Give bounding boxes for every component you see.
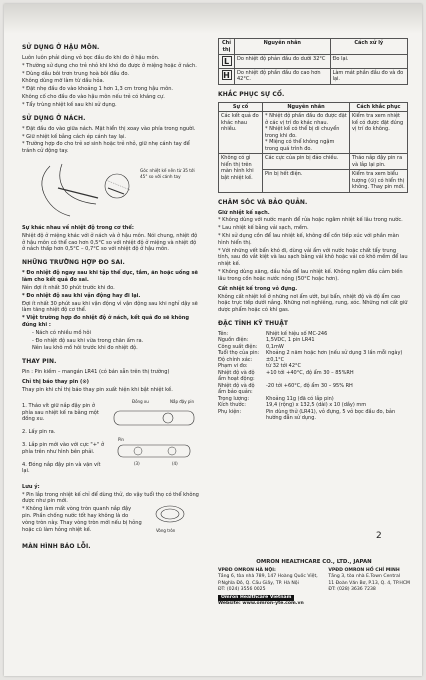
spec-value: 19,4 (rộng) x 132,5 (dài) x 10 (dầy) mm xyxy=(266,402,367,409)
heading-armpit: SỬ DỤNG Ở NÁCH. xyxy=(22,114,86,122)
spec-key: Độ chính xác: xyxy=(218,356,253,363)
spec-value: -20 tới +60°C, độ ẩm 30 – 95% RH xyxy=(266,382,353,389)
storage-sub: Cất nhiệt kế trong vỏ đựng. xyxy=(218,285,298,292)
step: 1. Tháo vít giữ nắp đậy pin ở phía sau nhiệt kế ra bằng một đồng xu. xyxy=(22,402,99,423)
text: * Đo nhiệt độ ngay sau khi tập thể dục, tắm, ăn hoặc uống sẽ làm cho kết quả đo sai. xyxy=(22,270,198,284)
text: * Không làm mất vòng tròn quanh nắp đậy pin. Phần chống nước tốt hay không là do vòng tròn này. Thay vòng tròn mới nếu bị hỏng hoặc cũ làm hỏng nhiệt kế. xyxy=(22,506,142,533)
body-temp-diff-title: Sự khác nhau về nhiệt độ trong cơ thể: xyxy=(22,225,134,231)
care-sub: Giữ nhiệt kế sạch. xyxy=(218,209,270,216)
label-ring: Vòng tròn xyxy=(156,528,176,534)
step: 4. Đóng nắp đậy pin và vặn vít lại. xyxy=(22,461,101,475)
td: Tháo nắp đậy pin ra và lắp lại pin. xyxy=(350,154,408,170)
spec-value: ±0,1°C xyxy=(266,356,285,363)
troubleshoot-table xyxy=(218,102,408,193)
th: Chỉ thị xyxy=(219,39,235,55)
td: Các kết quả đo khác nhau nhiều. xyxy=(219,112,263,154)
battery-steps xyxy=(22,403,106,477)
td: Đo lại. xyxy=(330,55,407,69)
text: Không cố cho đầu đo vào hậu môn nếu trẻ có kháng cự. xyxy=(22,94,165,101)
spec-value: +10 tới +40°C, độ ẩm 30 – 85%RH xyxy=(266,369,354,376)
spec-key: Nhiệt độ và độ ẩm hoạt động: xyxy=(218,369,255,383)
hcm-office: VPĐD OMRON HỒ CHÍ MINH Tầng 3, tòa nhà E.Town Central 11 Đoàn Văn Bơ, P.13, Q. 4, TP.HCM ĐT: (028) 3636 7238 xyxy=(328,568,410,592)
spec-key: Tên: xyxy=(218,330,229,337)
ring-note xyxy=(22,506,200,533)
td: Do nhiệt độ phản đầu đo dưới 32°C xyxy=(235,55,331,69)
text: * Khi sử dụng cồn để lau nhiệt kế, không để cồn tiếp xúc với phần màn hình hiển thị. xyxy=(218,233,399,246)
company-name: OMRON HEALTHCARE CO., LTD., JAPAN xyxy=(256,559,372,565)
text: - Đo nhiệt độ sau khi vừa trong chăn ấm ra. xyxy=(32,337,144,344)
th: Cách khắc phục xyxy=(350,102,408,112)
label-pin: Pin xyxy=(118,436,124,442)
heading-specs: ĐẶC TÍNH KỸ THUẬT xyxy=(218,319,289,327)
spec-value: 0,1mW xyxy=(266,343,284,350)
battery-indicator-title: Chỉ thị báo thay pin (⊙) xyxy=(22,379,89,386)
manual-page xyxy=(4,4,422,676)
spec-value: Khoảng 2 năm hoặc hơn (nếu sử dụng 3 lần mỗi ngày) xyxy=(266,350,403,357)
td: Các cực của pin bị đảo chiều. xyxy=(263,154,350,170)
text: * Việt trường hợp đo nhiệt độ ở nách, kết quả đo sẽ không đúng khi : xyxy=(22,315,190,328)
text: Thay pin khi chỉ thị báo thay pin xuất hiện khi bật nhiệt kế. xyxy=(22,386,173,393)
brand-badge: Omron Healthcare Vietnam xyxy=(218,595,294,601)
error-h-symbol: H xyxy=(223,70,230,80)
text: Đợi ít nhất 30 phút sau khi vận động vì vận động sau khi nghỉ dậy sẽ làm tăng nhiệt độ cơ thể. xyxy=(22,300,198,314)
th: Nguyên nhân xyxy=(263,102,350,112)
label-coin: Đồng xu xyxy=(132,398,149,404)
spec-value: Khoảng 11g (đã có lắp pin) xyxy=(266,395,334,402)
text: Nên lau khô mồ hôi trước khi đo nhiệt độ. xyxy=(32,345,138,352)
ring-illustration xyxy=(150,502,190,528)
text: * Đo nhiệt độ sau khi vận động hay đi lại. xyxy=(22,292,141,299)
text: Không cất nhiệt kế ở những nơi ẩm ướt, bụi bẩn, nhiệt độ và độ ẩm cao hoặc trực tiếp dưới nắng. Những nơi nghiêng, rung, xóc. Những nơi cất giữ dược phẩm hoặc có khí gas. xyxy=(218,293,408,314)
spec-key: Kích thước: xyxy=(218,402,246,409)
text: * Với những vết bẩn khó đi, dùng vải ẩm với nước hoặc chất tẩy trung tính, sau đó vắt kiệt và lau sạch bằng vải khô hoặc vải có khô mềm để lau nhiệt kế. xyxy=(218,247,408,268)
td: Kiểm tra xem nhiệt kế có được đặt đúng vị trí đo không. xyxy=(350,112,408,154)
spec-key: Phụ kiện: xyxy=(218,408,242,415)
step: 3. Lắp pin mới vào với cực "+" ở phía trên như hình bên phải. xyxy=(22,441,105,455)
text: * Lau nhiệt kế bằng vải sạch, mềm. xyxy=(218,225,309,232)
text: * Không dùng với nước mạnh để rửa hoặc ngâm nhiệt kế lâu trong nước. xyxy=(218,217,403,224)
battery-icon: ⊙ xyxy=(82,379,87,386)
td: Do nhiệt độ phần đầu đo cao hơn 42°C. xyxy=(235,68,331,84)
right-column xyxy=(218,38,408,422)
page-number: 2 xyxy=(376,531,382,541)
error-l-symbol: L xyxy=(222,56,232,66)
text: Nên đợi ít nhất 30 phút trước khi đo. xyxy=(22,284,115,291)
heading-care: CHĂM SÓC VÀ BẢO QUẢN. xyxy=(218,198,308,206)
spec-value: Pin dùng thử (LR41), vỏ đựng, 5 vỏ bọc đầu đo, bản hướng dẫn sử dụng. xyxy=(266,408,396,422)
left-column xyxy=(22,38,200,554)
spec-key: Trọng lượng: xyxy=(218,395,250,402)
step: 2. Lấy pin ra. xyxy=(22,429,56,436)
td: Kiểm tra xem biểu tượng (⊙) có hiển thị không. Thay pin mới. xyxy=(350,170,408,193)
footer xyxy=(218,559,410,607)
heading-errors: NHỮNG TRƯỜNG HỢP ĐO SAI. xyxy=(22,259,125,267)
text: Pin : Pin kiềm – mangán LR41 (có bán sẵn trên thị trường) xyxy=(22,369,170,376)
spec-key: Tuổi thọ của pin: xyxy=(218,350,260,357)
heading-error-display: MÀN HÌNH BÁO LỖI. xyxy=(22,543,91,551)
text: - Nách có nhiều mồ hôi xyxy=(32,329,91,336)
text: Không dùng mỡ làm từ dầu hỏa. xyxy=(22,78,105,85)
battery-figure xyxy=(22,397,200,481)
armpit-figure xyxy=(22,158,200,222)
th: Nguyên nhân xyxy=(235,39,331,55)
spec-key: Công suất điện: xyxy=(218,343,258,350)
heading-battery: THAY PIN. xyxy=(22,358,57,366)
text: Luôn luôn phải dùng vỏ bọc đầu đo khi đo ở hậu môn. xyxy=(22,55,160,62)
label-cover: Nắp đậy pin xyxy=(170,398,195,404)
spec-key: Nhiệt độ và độ ẩm bảo quản: xyxy=(218,382,255,396)
text: * Không dùng xăng, dầu hỏa để lau nhiệt kế. Không ngâm đầu cảm biến lâu trong cồn hoặc nước nóng (50°C hoặc hơn). xyxy=(218,269,403,282)
td: Làm mát phần đầu đo và đo lại. xyxy=(330,68,407,84)
td: Pin bị hết điện. xyxy=(263,170,350,193)
text: * Dùng dầu bôi trơn trung hoà bôi đầu đo. xyxy=(22,70,129,77)
spec-value: Nhiệt kế hiệu số MC-246 xyxy=(266,330,328,337)
text: * Đặt nhẹ đầu đo vào khoảng 1 hơn 1,3 cm trong hậu môn. xyxy=(22,86,174,93)
text: * Trường hợp đo cho trẻ sơ sinh hoặc trẻ nhỏ, giữ nhẹ cánh tay để tránh cử động tay. xyxy=(22,141,190,155)
label-3: (3) xyxy=(134,460,140,466)
td: Không có gì hiển thị trên màn hình khi bật nhiệt kế. xyxy=(219,154,263,193)
spec-value: 1,5VDC, 1 pin LR41 xyxy=(266,337,315,344)
text: * Đặt đầu đo vào giữa nách. Mặt hiển thị xoay vào phía trong người. xyxy=(22,125,196,132)
text: * Tẩy trùng nhiệt kế sau khi sử dụng. xyxy=(22,101,117,108)
spec-table xyxy=(218,331,408,422)
td: * Nhiệt độ phần đầu đo được đặt ở các vị trí đo khác nhau. * Nhiệt kế có thể bị di chuyển trong khi đo. * Miệng có thể không ngậm trong quá trình đo. xyxy=(263,112,350,154)
note-title: Lưu ý: xyxy=(22,483,40,490)
text: * Thường sử dụng cho trẻ nhỏ khi khó đo được ở miệng hoặc ở nách. xyxy=(22,62,197,69)
hanoi-office: VPĐD OMRON HÀ NỘI: Tầng 6, tòa nhà 789, 147 Hoàng Quốc Việt, P.Nghĩa Đô, Q. Cầu Giấy, TP. Hà Nội ĐT: (024) 3556 0025 xyxy=(218,568,318,592)
website: Website: www.omron-yte.com.vn xyxy=(218,601,304,607)
heading-troubleshoot: KHẮC PHỤC SỰ CỐ. xyxy=(218,90,285,98)
th: Cách xử lý xyxy=(330,39,407,55)
label-4: (4) xyxy=(172,460,178,466)
heading-rectal: SỬ DỤNG Ở HẬU MÔN. xyxy=(22,44,100,51)
text: * Giữ nhiệt kế bằng cách ép cánh tay lại. xyxy=(22,133,127,140)
text: * Pin lắp trong nhiệt kế chỉ để dùng thử, do vậy tuổi thọ có thể không được như pin mới. xyxy=(22,491,199,505)
th: Sự cố xyxy=(219,102,263,112)
spec-key: Phạm vi đo: xyxy=(218,363,248,370)
spec-key: Nguồn điện: xyxy=(218,337,249,344)
text: Nhiệt độ ở miệng khác với ở nách và ở hậu môn. Nói chung, nhiệt độ ở hậu môn có thể cao hơn 0,5°C so với nhiệt độ ở miệng và nhiệt độ ở nách thấp hơn 0,5°C – 0,7°C so với nhiệt độ ở hậu môn. xyxy=(22,232,198,253)
spec-value: từ 32 tới 42°C xyxy=(266,363,302,370)
figure-caption: Góc nhiệt kế nên từ 35 tới 45° so với cánh tay xyxy=(140,168,195,179)
error-table xyxy=(218,38,408,85)
